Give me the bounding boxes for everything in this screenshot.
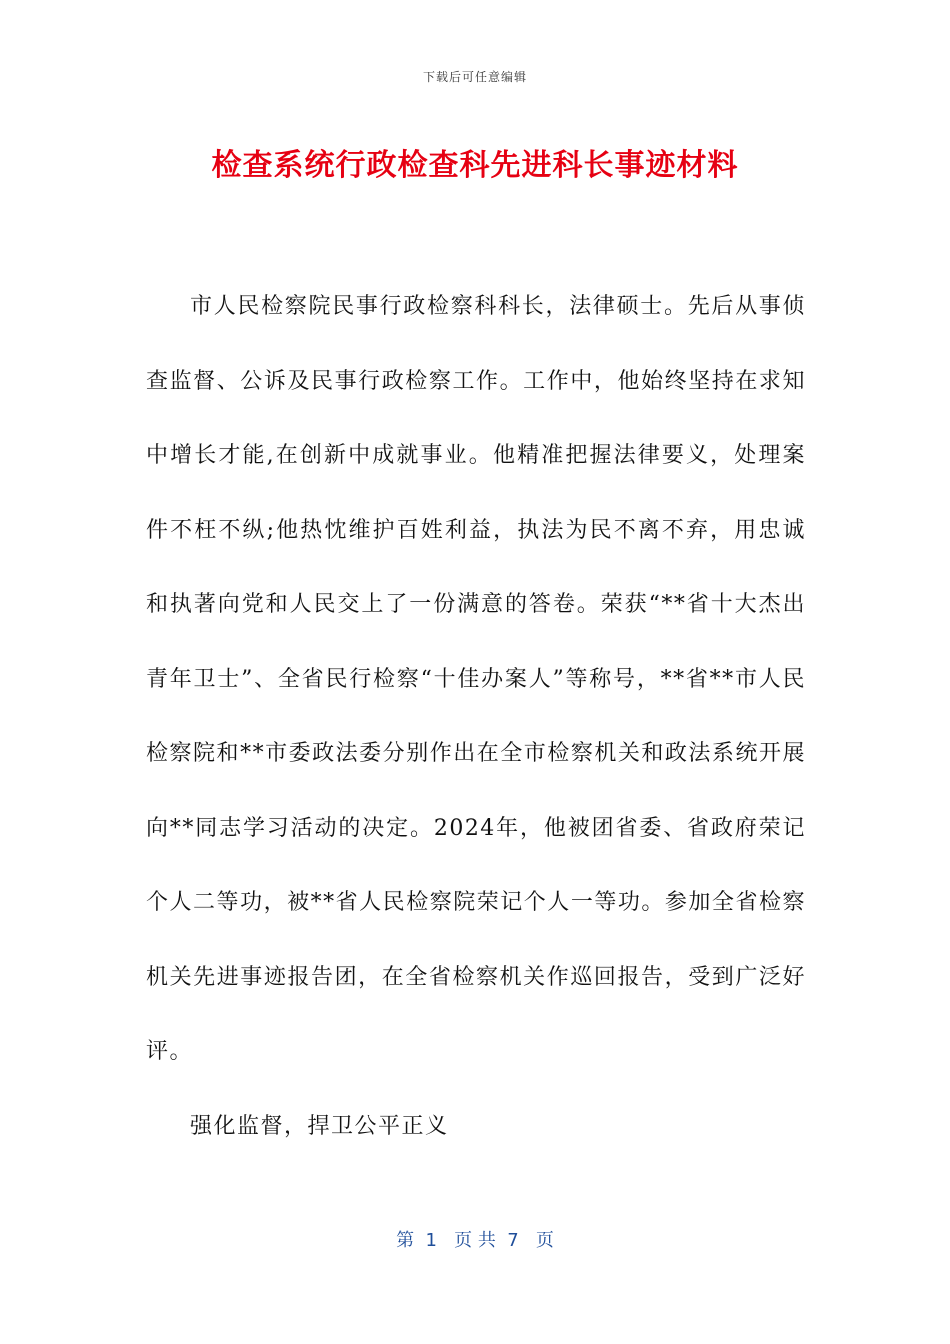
section-heading: 强化监督，捍卫公平正义 bbox=[190, 1113, 449, 1139]
document-body bbox=[146, 270, 806, 1164]
download-note: 下载后可任意编辑 bbox=[422, 70, 527, 84]
document-title: 检查系统行政检查科先进科长事迹材料 bbox=[211, 148, 739, 183]
body-paragraph: 市人民检察院民事行政检察科科长，法律硕士。先后从事侦查监督、公诉及民事行政检察工作。工作中，他始终坚持在求知中增长才能,在创新中成就事业。他精准把握法律要义，处理案件不枉不纵;他热忱维护百姓利益，执法为民不离不弃，用忠诚和执著向党和人民交上了一份满意的答卷。荣获“**省十大杰出青年卫士”、全省民行检察“十佳办案人”等称号，**省**市人民检察院和**市委政法委分别作出在全市检察机关和政法系统开展向**同志学习活动的决定。2024年，他被团省委、省政府荣记个人二等功，被**省人民检察院荣记个人一等功。参加全省检察机关先进事迹报告团，在全省检察机关作巡回报告，受到广泛好评。 bbox=[146, 294, 806, 1064]
page-indicator: 第 1 页 共 7 页 bbox=[396, 1230, 554, 1251]
